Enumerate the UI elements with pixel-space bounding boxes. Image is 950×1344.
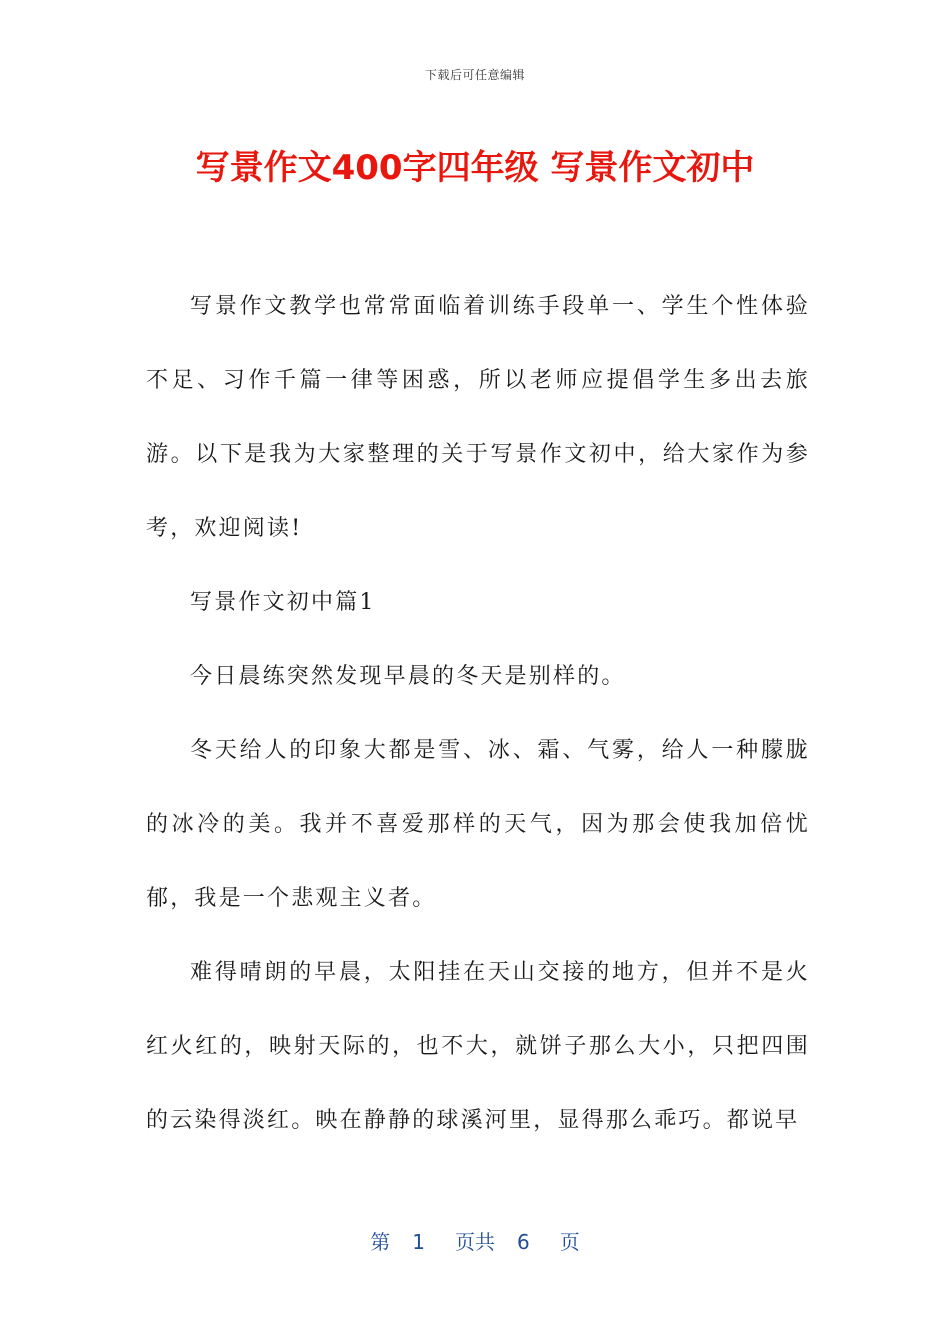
document-title: 写景作文400字四年级 写景作文初中 (195, 148, 755, 188)
total-pages-number: 6 (517, 1230, 530, 1254)
paragraph: 冬天给人的印象大都是雪、冰、霜、气雾，给人一种朦胧的冰冷的美。我并不喜爱那样的天气，因为那会使我加倍忧郁，我是一个悲观主义者。 (146, 738, 810, 911)
section-heading: 写景作文初中篇1 (190, 590, 376, 615)
paragraph-intro: 写景作文教学也常常面临着训练手段单一、学生个性体验不足、习作千篇一律等困惑，所以老师应提倡学生多出去旅游。以下是我为大家整理的关于写景作文初中，给大家作为参考，欢迎阅读! (146, 294, 810, 541)
page-number-footer (0, 1226, 950, 1255)
current-page-number: 1 (412, 1230, 425, 1254)
footer-middle: 页共 (455, 1230, 495, 1254)
paragraph: 难得晴朗的早晨，太阳挂在天山交接的地方，但并不是火红火红的，映射天际的，也不大，就饼子那么大小，只把四围的云染得淡红。映在静静的球溪河里，显得那么乖巧。都说早 (146, 960, 810, 1133)
page-header-note: 下载后可任意编辑 (424, 68, 525, 82)
document-body (146, 270, 810, 1158)
footer-suffix: 页 (559, 1230, 580, 1254)
footer-prefix: 第 (370, 1230, 391, 1254)
paragraph: 今日晨练突然发现早晨的冬天是别样的。 (190, 664, 626, 689)
